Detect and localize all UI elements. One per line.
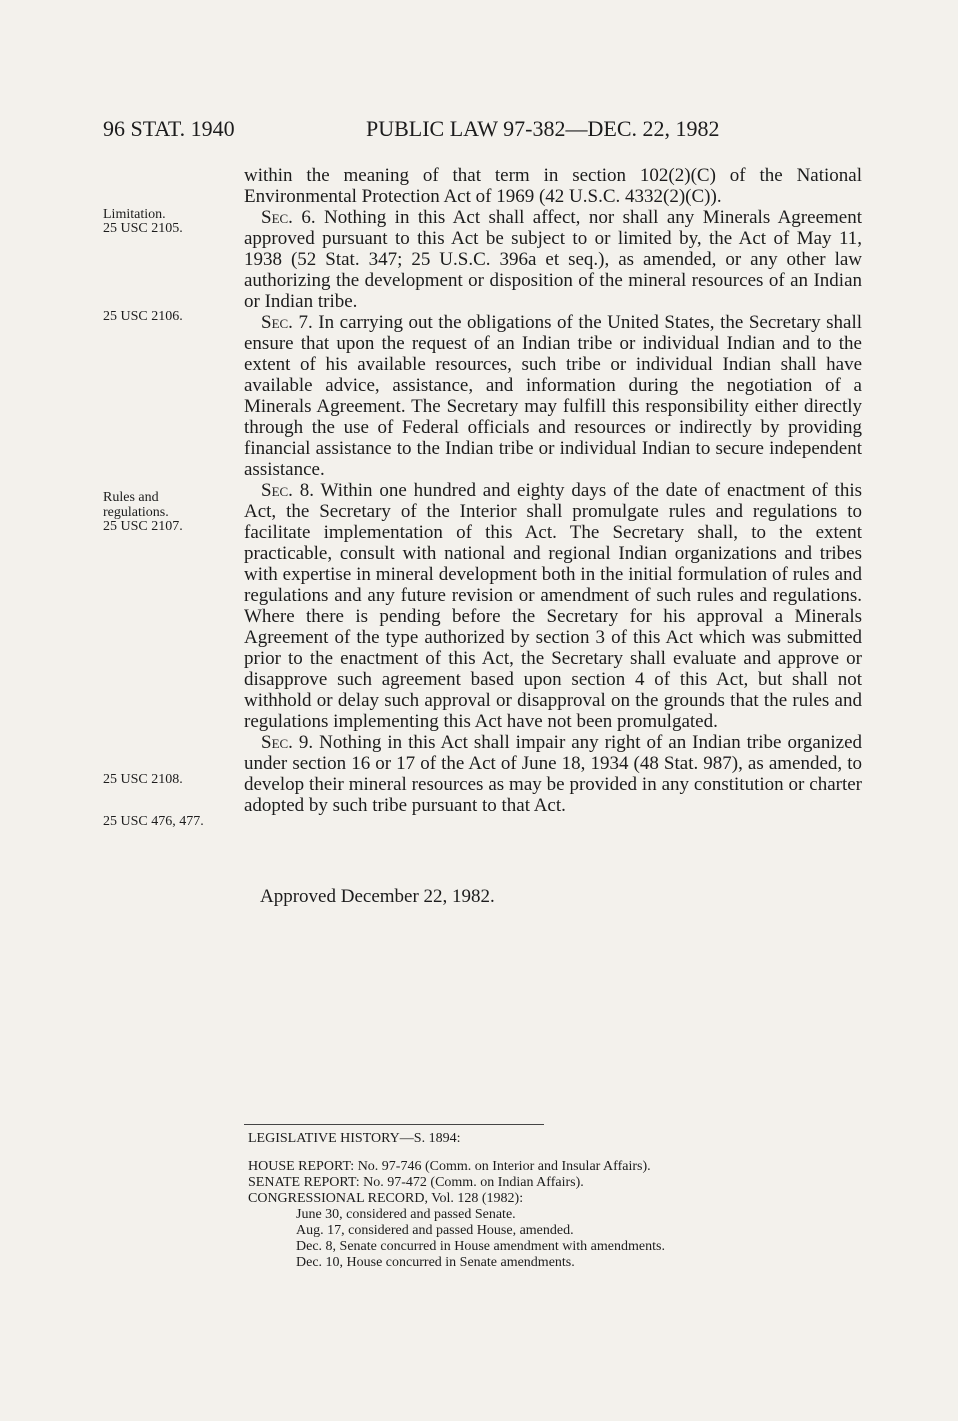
section-9	[244, 732, 862, 816]
section-7	[244, 312, 862, 480]
section-9-text: Nothing in this Act shall impair any right of an Indian tribe organized under section 16 or 17 of the Act of June 18, 1934 (48 Stat. 987), as amended, to develop their mineral resources as may be provided in any constitution or charter adopted by such tribe pursuant to that Act.	[244, 732, 862, 816]
margin-note-usc-2105: 25 USC 2105.	[103, 221, 183, 236]
margin-note-limitation: Limitation.	[103, 207, 166, 222]
section-6-text: Nothing in this Act shall affect, nor shall any Minerals Agreement approved pursuant to this Act be subject to or limited by, the Act of May 11, 1938 (52 Stat. 347; 25 U.S.C. 396a et seq.), as amended, or any other law authorizing the development or disposition of the mineral resources of an Indian or Indian tribe.	[244, 207, 862, 312]
margin-note-regulations: regulations.	[103, 505, 169, 520]
congressional-record: CONGRESSIONAL RECORD, Vol. 128 (1982):	[248, 1191, 524, 1206]
margin-note-rules: Rules and	[103, 490, 159, 505]
section-9-label: Sec. 9.	[261, 732, 314, 753]
record-entry: Dec. 8, Senate concurred in House amendment with amendments.	[296, 1239, 665, 1254]
approval-date: Approved December 22, 1982.	[260, 886, 495, 907]
section-6	[244, 207, 862, 312]
section-6-label: Sec. 6.	[261, 207, 316, 228]
section-8	[244, 480, 862, 732]
margin-note-usc-2107: 25 USC 2107.	[103, 519, 183, 534]
history-divider	[244, 1124, 544, 1125]
legislative-history-title: LEGISLATIVE HISTORY—S. 1894:	[248, 1131, 461, 1146]
house-report: HOUSE REPORT: No. 97-746 (Comm. on Interior and Insular Affairs).	[248, 1159, 651, 1174]
statute-body	[244, 165, 862, 816]
section-7-label: Sec. 7.	[261, 312, 313, 333]
margin-note-usc-476-477: 25 USC 476, 477.	[103, 814, 204, 829]
section-7-text: In carrying out the obligations of the United States, the Secretary shall ensure that upon the request of an Indian tribe or individual Indian and to the extent of his available resources, such tribe or individual Indian shall have available advice, assistance, and information during the negotiation of a Minerals Agreement. The Secretary may fulfill this responsibility either directly through the use of Federal officials and resources or indirectly by providing financial assistance to the Indian tribe or individual Indian to secure independent assistance.	[244, 312, 863, 480]
record-entry: June 30, considered and passed Senate.	[296, 1207, 516, 1222]
record-entry: Aug. 17, considered and passed House, amended.	[296, 1223, 574, 1238]
public-law-header: PUBLIC LAW 97-382—DEC. 22, 1982	[366, 116, 720, 141]
intro-paragraph: within the meaning of that term in section 102(2)(C) of the National Environmental Protection Act of 1969 (42 U.S.C. 4332(2)(C)).	[244, 165, 862, 207]
margin-note-usc-2106: 25 USC 2106.	[103, 309, 183, 324]
section-8-text: Within one hundred and eighty days of the date of enactment of this Act, the Secretary of the Interior shall promulgate rules and regulations to facilitate implementation of this Act. The Secretary shall, to the extent practicable, consult with national and regional Indian organizations and tribes with expertise in mineral development both in the initial formulation of rules and regulations and any future revision or amendment of such rules and regulations. Where there is pending before the Secretary for his approval a Minerals Agreement of the type authorized by section 3 of this Act which was submitted prior to the enactment of this Act, the Secretary shall evaluate and approve or disapprove such agreement based upon section 4 of this Act, but shall not withhold or delay such approval or disapproval on the grounds that the rules and regulations implementing this Act have not been promulgated.	[244, 480, 862, 732]
record-entry: Dec. 10, House concurred in Senate amendments.	[296, 1255, 575, 1270]
senate-report: SENATE REPORT: No. 97-472 (Comm. on Indian Affairs).	[248, 1175, 584, 1190]
section-8-label: Sec. 8.	[261, 480, 315, 501]
margin-note-usc-2108: 25 USC 2108.	[103, 772, 183, 787]
statute-page-reference: 96 STAT. 1940	[103, 116, 235, 141]
